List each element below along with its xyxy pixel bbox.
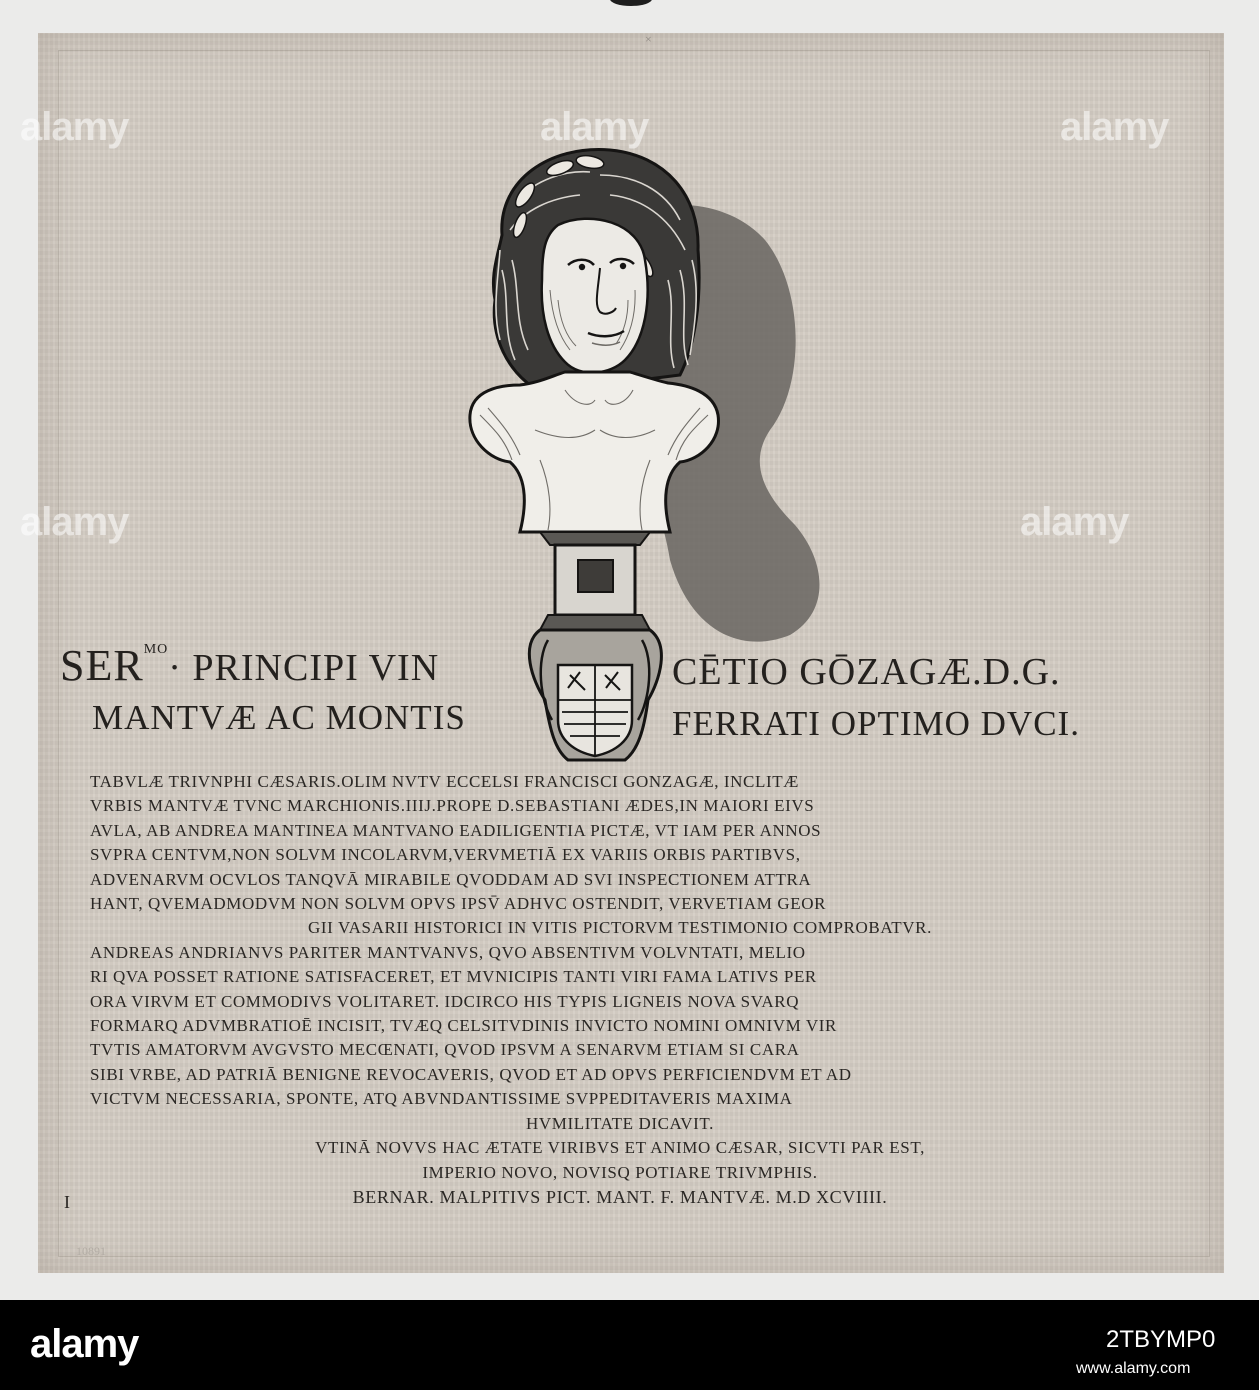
inscription-line: VICTVM NECESSARIA, SPONTE, ATQ ABVNDANTISSIME SVPPEDITAVERIS MAXIMA [90,1089,793,1109]
inscription-line: VRBIS MANTVÆ TVNC MARCHIONIS.IIIJ.PROPE D.SEBASTIANI ÆDES,IN MAIORI EIVS [90,796,815,816]
inscription-line: ADVENARVM OCVLOS TANQVĀ MIRABILE QVODDAM AD SVI INSPECTIONEM ATTRA [90,869,812,889]
watermark: alamy [540,105,649,149]
hinge-tab [610,0,652,6]
footer-bar [0,1300,1259,1390]
inscription-line: SVPRA CENTVM,NON SOLVM INCOLARVM,VERVMETIĀ EX VARIIS ORBIS PARTIBVS, [90,845,801,865]
inscription-line: RI QVA POSSET RATIONE SATISFACERET, ET MVNICIPIS TANTI VIRI FAMA LATIVS PER [90,967,817,987]
pedestal [540,532,650,545]
inscription-line: GII VASARII HISTORICI IN VITIS PICTORVM TESTIMONIO COMPROBATVR. [308,918,932,938]
dedication-line1-left: $SER^{MO}\cdot$ PRINCIPI VIN [60,641,440,690]
image-id: 2TBYMP0 [1106,1326,1216,1353]
inscription-block [90,770,1150,1209]
plate-number: I [64,1192,70,1212]
inscription-line: SIBI VRBE, AD PATRIĀ BENIGNE REVOCAVERIS, QVOD ET AD OPVS PERFICIENDVM ET AD [90,1064,852,1084]
dedication-line1-right: CĒTIO GŌZAGÆ.D.G. [672,651,1061,693]
dedication-line2-left: MANTVÆ AC MONTIS [92,698,466,737]
dedication-initials: SER [60,641,144,690]
signature-line: BERNAR. MALPITIVS PICT. MANT. F. MANTVÆ. M.D XCVIIII. [352,1186,888,1207]
pencil-inventory-note: 10891 [76,1244,106,1258]
watermark: alamy [1060,105,1169,149]
alamy-logo: alamy [30,1322,139,1366]
dedication-line1-left-text: PRINCIPI VIN [192,647,440,689]
closing-line: VTINĀ NOVVS HAC ÆTATE VIRIBVS ET ANIMO CÆSAR, SICVTI PAR EST, [315,1138,925,1158]
inscription-line: FORMARQ ADVMBRATIOĒ INCISIT, TVÆQ CELSITVDINIS INVICTO NOMINI OMNIVM VIR [90,1016,837,1036]
pencil-x-mark: × [645,32,652,46]
face [542,219,648,373]
closing-line: IMPERIO NOVO, NOVISQ POTIARE TRIVMPHIS. [422,1162,818,1182]
watermark: alamy [20,500,129,544]
inscription-line: ORA VIRVM ET COMMODIVS VOLITARET. IDCIRCO HIS TYPIS LIGNEIS NOVA SVARQ [90,991,800,1011]
inscription-line: HVMILITATE DICAVIT. [526,1113,714,1133]
watermark: alamy [20,105,129,149]
inscription-line: ANDREAS ANDRIANVS PARITER MANTVANVS, QVO ABSENTIVM VOLVNTATI, MELIO [90,942,806,962]
inscription-line: AVLA, AB ANDREA MANTINEA MANTVANO EADILIGENTIA PICTÆ, VT IAM PER ANNOS [90,820,822,840]
site-url: www.alamy.com [1076,1360,1191,1377]
inscription-line: TVTIS AMATORVM AVGVSTO MECŒNATI, QVOD IPSVM A SENARVM ETIAM SI CARA [90,1040,800,1060]
dedication-line2-right: FERRATI OPTIMO DVCI. [672,704,1080,743]
inscription-line: TABVLÆ TRIVNPHI CÆSARIS.OLIM NVTV ECCELSI FRANCISCI GONZAGÆ, INCLITÆ [90,772,799,791]
inscription-line: HANT, QVEMADMODVM NON SOLVM OPVS IPSV̄ ADHVC OSTENDIT, VERVETIAM GEOR [90,894,827,914]
dedication-superscript: MO [143,642,169,657]
watermark: alamy [1020,500,1129,544]
